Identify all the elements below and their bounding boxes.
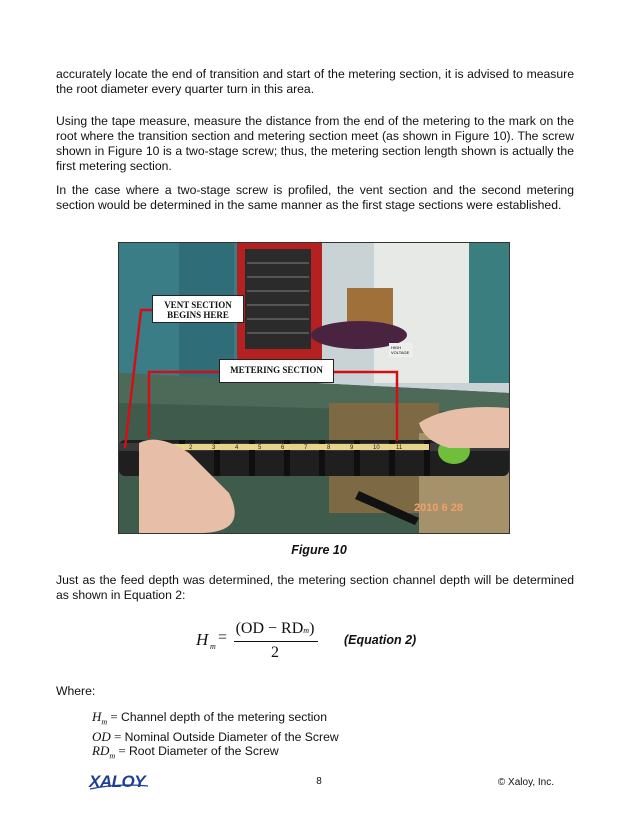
figure-caption: Figure 10	[291, 543, 347, 557]
def-symbol: RD	[92, 743, 110, 759]
def-subscript: m	[109, 751, 116, 761]
tape-number: 9	[350, 445, 354, 451]
vent-section-callout	[152, 295, 244, 323]
def-text: Root Diameter of the Screw	[128, 744, 279, 759]
tape-number: 4	[235, 445, 239, 451]
tape-number: 11	[396, 445, 403, 451]
def-subscript: m	[101, 717, 108, 727]
tape-number: 10	[373, 445, 380, 451]
numerator-sub: m	[303, 626, 310, 635]
equation-numerator	[232, 620, 318, 638]
definition-od	[92, 730, 339, 745]
equation-lhs: H	[196, 630, 209, 649]
logo-text: XALOY	[89, 772, 146, 791]
equation-denominator: 2	[271, 644, 279, 661]
tape-number: 8	[327, 445, 331, 451]
numerator-open: (OD − RD	[235, 620, 304, 637]
paragraph-3: In the case where a two-stage screw is profiled, the vent section and the second metering section would be determined in the same manner as the first stage sections were established.	[56, 183, 574, 212]
page-number: 8	[316, 776, 322, 787]
tape-number: 6	[281, 445, 285, 451]
tape-number: 2	[189, 445, 193, 451]
def-text: Channel depth of the metering section	[121, 710, 327, 724]
copyright: © Xaloy, Inc.	[497, 777, 554, 788]
equation-equals: =	[218, 629, 228, 646]
def-symbol: OD	[92, 728, 111, 744]
tape-number: 5	[258, 445, 262, 451]
vent-callout-line2: BEGINS HERE	[167, 310, 229, 320]
def-text: Nominal Outside Diameter of the Screw	[124, 729, 339, 744]
sign-line1: HIGH	[391, 345, 401, 350]
numerator-close: )	[309, 620, 315, 637]
metering-section-callout: METERING SECTION	[219, 359, 334, 383]
def-equals: =	[110, 728, 125, 744]
paragraph-4: Just as the feed depth was determined, the metering section channel depth will be determined as shown in Equation 2:	[56, 573, 574, 602]
def-equals: =	[107, 709, 122, 724]
fraction-bar	[234, 641, 318, 642]
definitions-list	[92, 710, 339, 764]
tape-number: 7	[304, 445, 308, 451]
equation-2	[190, 620, 450, 670]
definition-hm	[92, 710, 339, 730]
photo-illustration	[119, 243, 509, 533]
date-stamp: 2010 6 28	[414, 502, 463, 514]
equation-label: (Equation 2)	[344, 633, 417, 647]
where-label: Where:	[56, 684, 96, 698]
equation-lhs-sub: m	[210, 642, 216, 651]
vent-callout-line1: VENT SECTION	[164, 300, 232, 310]
definition-rdm	[92, 744, 339, 764]
def-equals: =	[115, 743, 129, 759]
figure-10-photo	[118, 242, 510, 534]
paragraph-1: accurately locate the end of transition and start of the metering section, it is advised to measure the root diameter every quarter turn in this area.	[56, 67, 574, 96]
paragraph-2: Using the tape measure, measure the distance from the end of the metering to the mark on the root where the transition section and metering section meet (as shown in Figure 10). The screw shown in Figure 10 is a two-stage screw; thus, the metering section length shown is actually the first metering section.	[56, 114, 574, 173]
tape-number: 3	[212, 445, 216, 451]
sign-line2: VOLTAGE	[391, 350, 410, 355]
def-symbol: H	[92, 709, 102, 724]
